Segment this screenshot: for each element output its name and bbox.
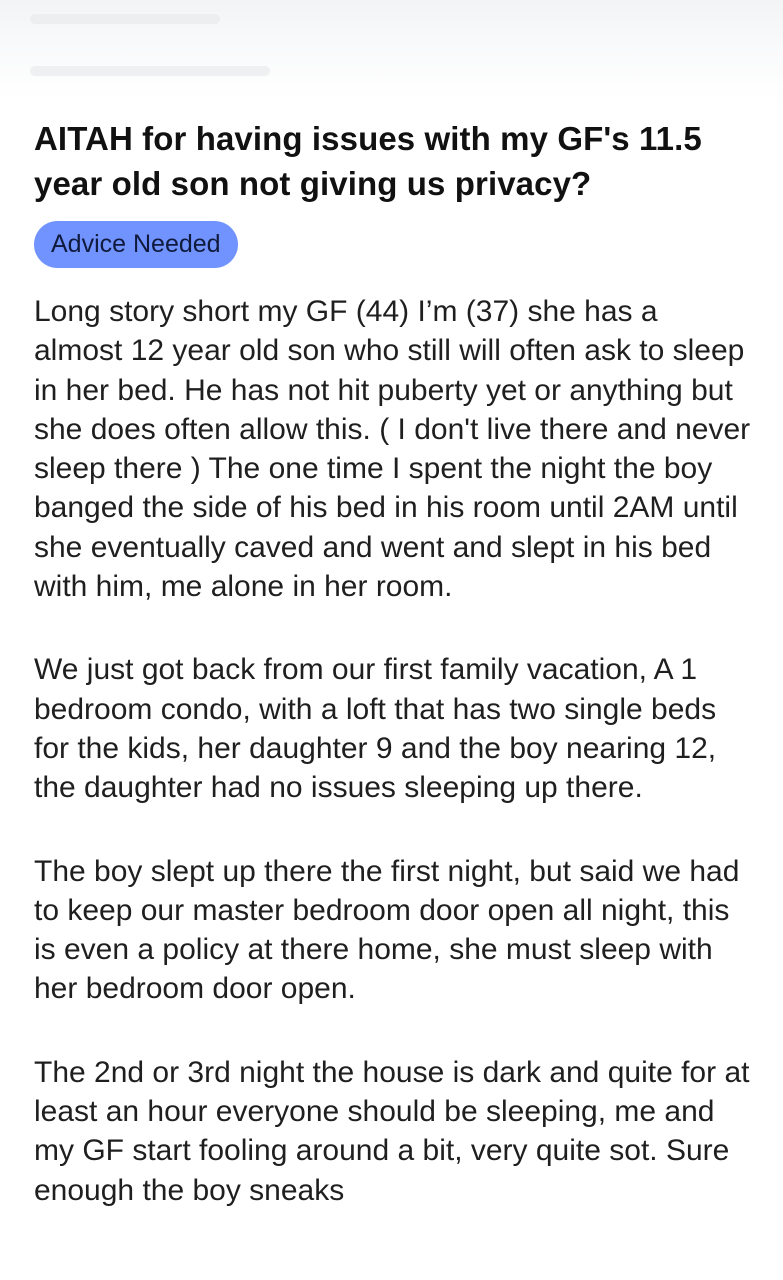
post-paragraph: The boy slept up there the first night, but said we had to keep our master bedroom door open all night, this is even a policy at there home, she must sleep with her bedroom door open. <box>34 854 740 1006</box>
post-title[interactable]: AITAH for having issues with my GF's 11.5 year old son not giving us privacy? <box>34 120 702 202</box>
blurred-header-text <box>30 66 270 76</box>
top-header-fade <box>0 0 783 100</box>
post-paragraph: We just got back from our first family vacation, A 1 bedroom condo, with a loft that has two single beds for the kids, her daughter 9 and the boy nearing 12, the daughter had no issues sleeping up there. <box>34 653 717 805</box>
blurred-header-text <box>30 14 220 24</box>
post-paragraph: The 2nd or 3rd night the house is dark and quite for at least an hour everyone should be sleeping, me and my GF start fooling around a bit, very quite sot. Sure enough the boy sneaks <box>34 1055 750 1207</box>
post-container <box>34 116 754 1254</box>
post-paragraph: Long story short my GF (44) I’m (37) she has a almost 12 year old son who still will often ask to sleep in her bed. He has not hit puberty yet or anything but she does often allow this. ( I don't live there and never sleep there ) The one time I spent the night the boy banged the side of his bed in his room until 2AM until she eventually caved and went and slept in his bed with him, me alone in her room. <box>34 295 751 604</box>
post-body <box>34 292 754 1210</box>
post-flair-badge[interactable]: Advice Needed <box>34 221 238 268</box>
